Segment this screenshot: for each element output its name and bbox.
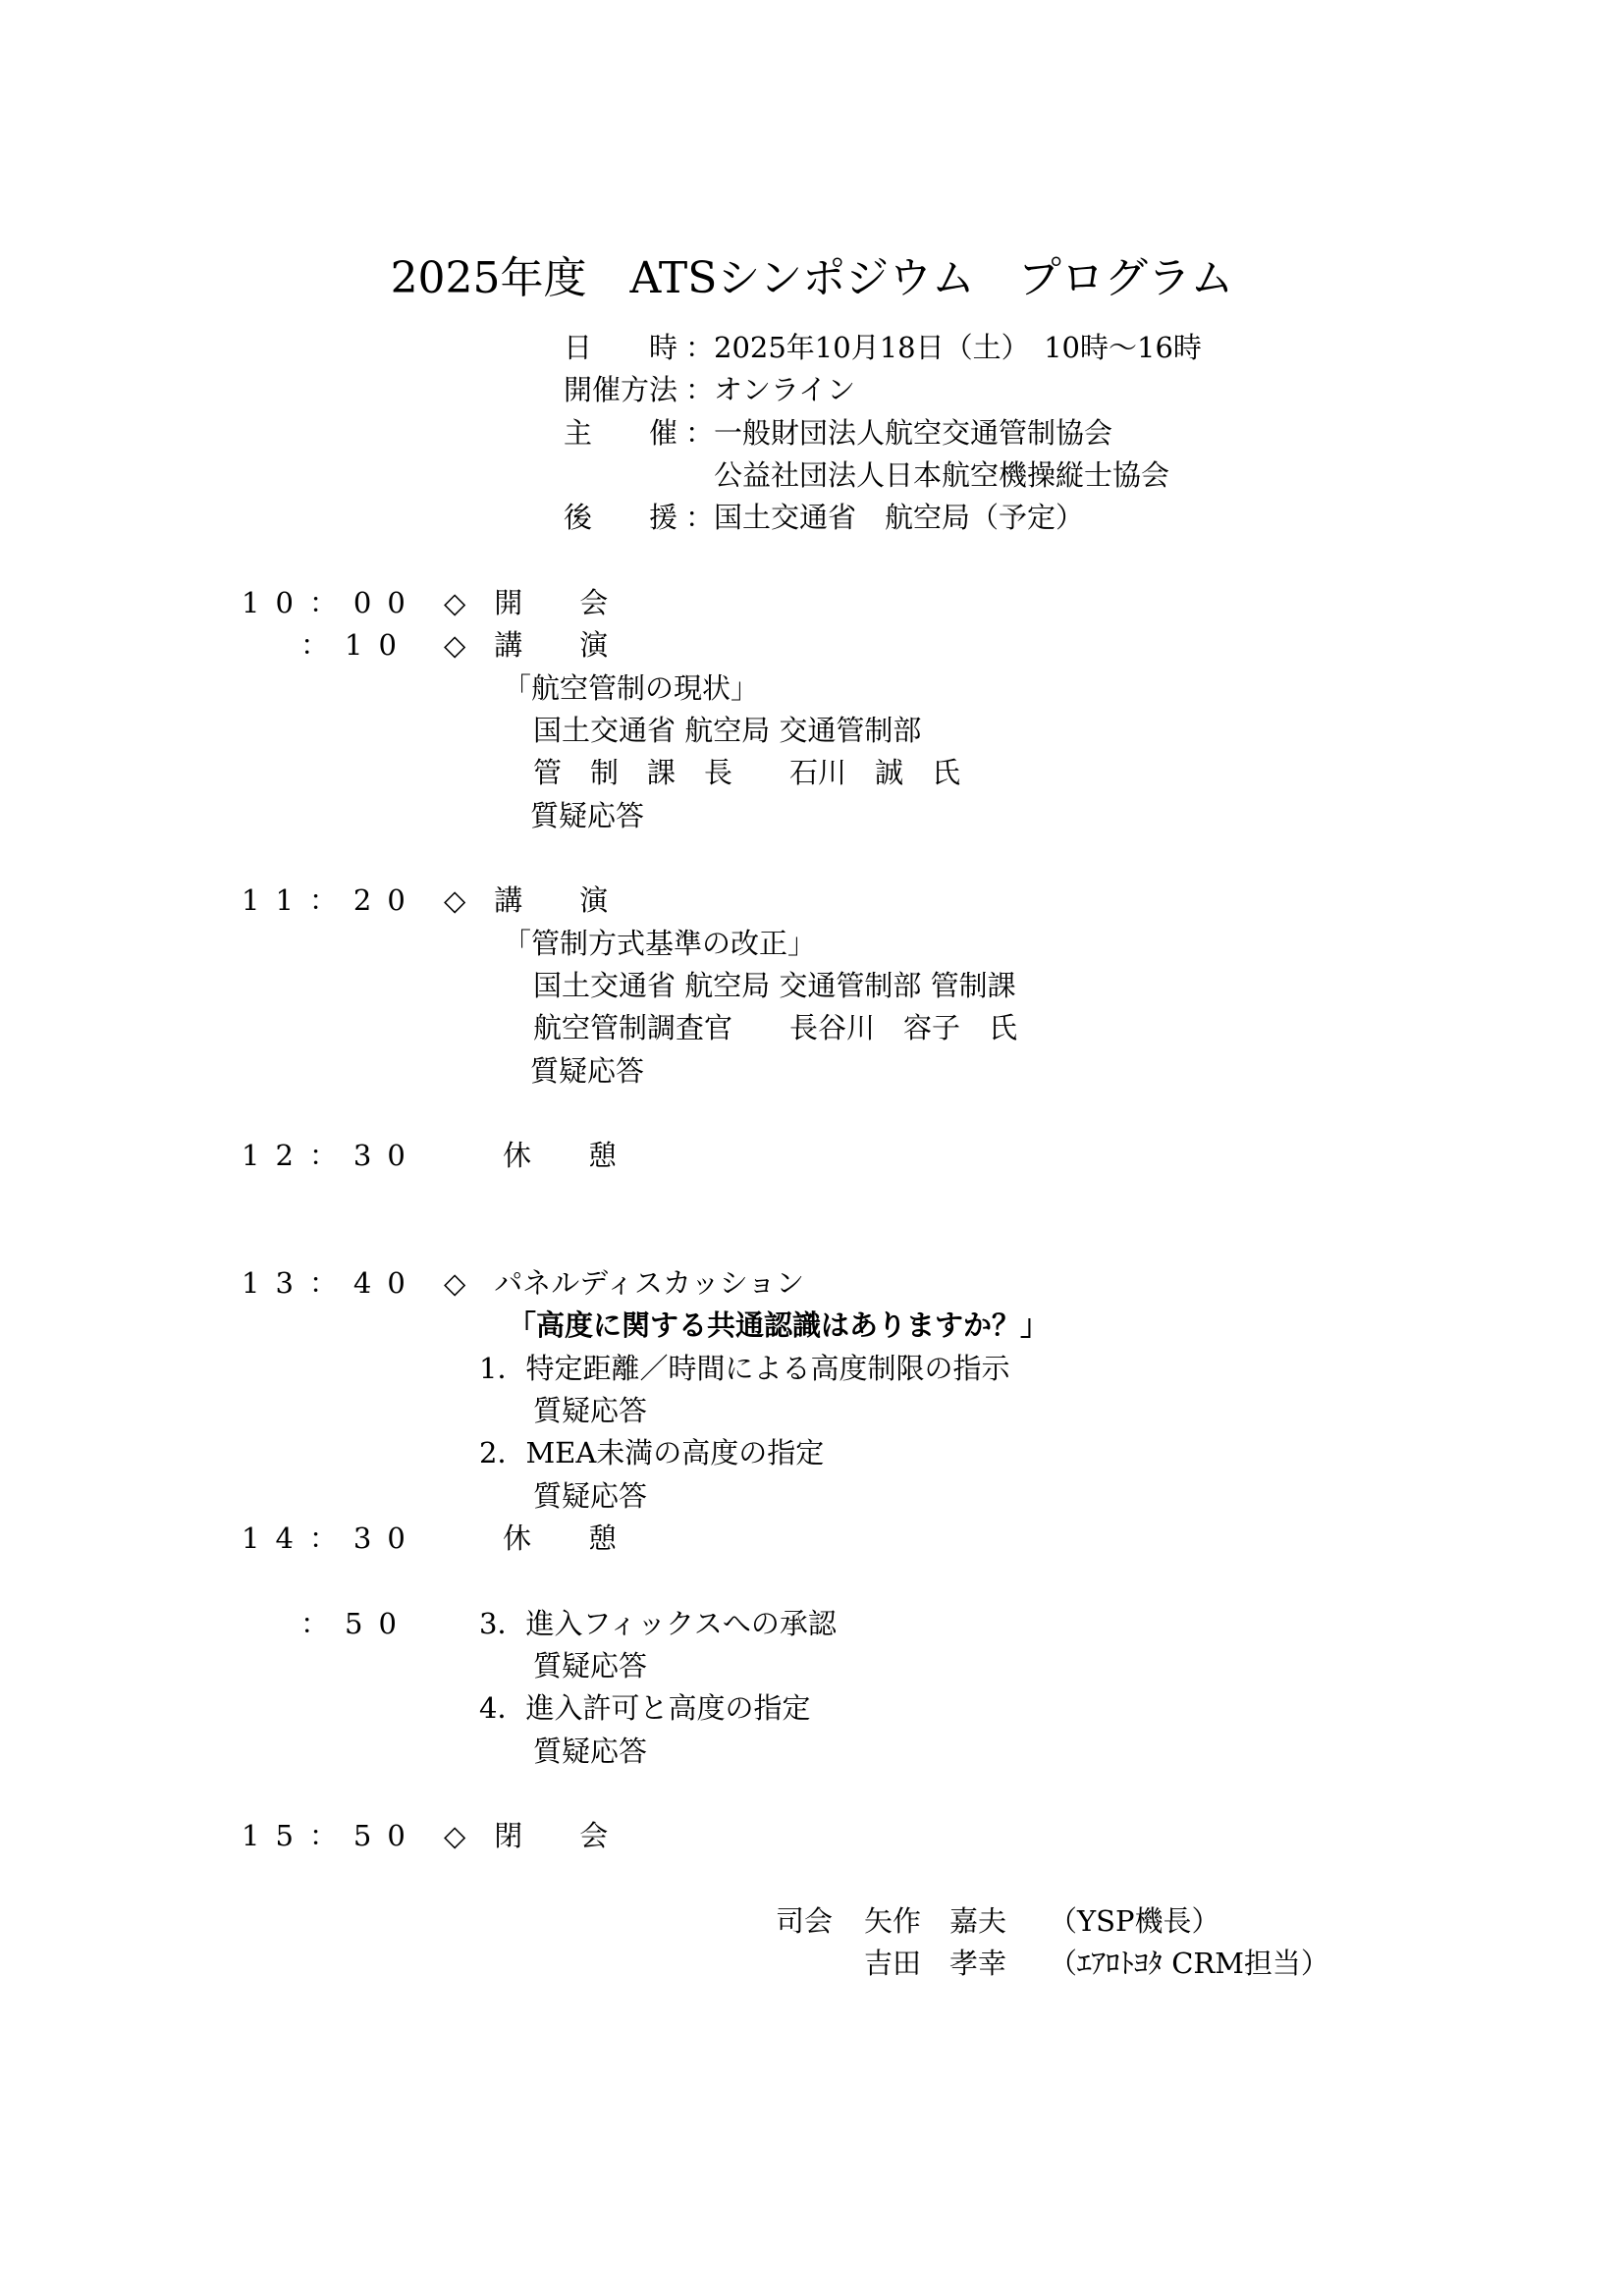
closing: ◇ 閉 会 [444, 1819, 609, 1852]
panel-item-2: 2．MEA未満の高度の指定 [479, 1436, 825, 1469]
info-support-value: 国土交通省 航空局（予定） [714, 501, 1085, 534]
panel-item-2-qa: 質疑応答 [533, 1479, 648, 1513]
panel-title: 「高度に関する共通認識はありますか？」 [508, 1308, 1050, 1342]
mc-role: 司会 [776, 1904, 834, 1938]
lecture-1-qa: 質疑応答 [530, 799, 645, 832]
mc-name-1: 矢作 嘉夫 [864, 1904, 1007, 1938]
panel-item-1-qa: 質疑応答 [533, 1394, 648, 1427]
panel-item-3: 3．進入フィックスへの承認 [479, 1607, 837, 1640]
info-support-sep: ： [685, 501, 715, 534]
info-method-label: 開催方法 [564, 373, 678, 406]
panel-item-3-qa: 質疑応答 [533, 1649, 648, 1682]
panel-item-4: 4．進入許可と高度の指定 [479, 1691, 811, 1725]
info-host-value-2: 公益社団法人日本航空機操縦士協会 [714, 458, 1170, 492]
lecture-2-heading: ◇ 講 演 [444, 883, 609, 917]
info-host-label: 主 催 [564, 416, 678, 450]
lecture-2-speaker: 航空管制調査官 長谷川 容子 氏 [533, 1011, 1018, 1044]
mc-affiliation-1: （YSP機長） [1049, 1904, 1220, 1938]
time-1430: 14：30 [242, 1522, 421, 1555]
info-method-value: オンライン [714, 373, 856, 406]
info-host-sep: ： [685, 416, 715, 450]
lecture-2-qa: 質疑応答 [530, 1054, 645, 1088]
panel-heading: ◇ パネルディスカッション [444, 1266, 805, 1300]
time-010: ：10 [300, 628, 412, 662]
info-host-value-1: 一般財団法人航空交通管制協会 [714, 416, 1113, 450]
page-title: 2025年度 ATSシンポジウム プログラム [390, 253, 1234, 303]
time-1230: 12：30 [242, 1139, 421, 1172]
info-date-sep: ： [685, 331, 715, 364]
break-1: 休 憩 [503, 1139, 618, 1172]
time-1000: 10：00 [242, 586, 421, 619]
time-1340: 13：40 [242, 1266, 421, 1300]
lecture-1-heading: ◇ 講 演 [444, 628, 609, 662]
opening: ◇ 開 会 [444, 586, 609, 619]
info-support-label: 後 援 [564, 501, 678, 534]
info-date-label: 日 時 [564, 331, 678, 364]
time-1550: 15：50 [242, 1819, 421, 1852]
lecture-1-title: 「航空管制の現状」 [503, 671, 760, 705]
break-2: 休 憩 [503, 1522, 618, 1555]
lecture-1-speaker: 管 制 課 長 石川 誠 氏 [533, 756, 961, 789]
lecture-2-title: 「管制方式基準の改正」 [503, 927, 817, 960]
info-date-value: 2025年10月18日（土） 10時〜16時 [714, 331, 1202, 364]
panel-item-4-qa: 質疑応答 [533, 1735, 648, 1768]
time-050: ：50 [300, 1607, 412, 1640]
lecture-1-org: 国土交通省 航空局 交通管制部 [533, 714, 922, 747]
mc-name-2: 吉田 孝幸 [864, 1947, 1007, 1980]
lecture-2-org: 国土交通省 航空局 交通管制部 管制課 [533, 969, 1016, 1002]
panel-item-1: 1．特定距離／時間による高度制限の指示 [479, 1352, 1010, 1385]
info-method-sep: ： [685, 373, 715, 406]
time-1120: 11：20 [242, 883, 421, 917]
mc-affiliation-2: （ｴｱﾛﾄﾖﾀ CRM担当） [1049, 1947, 1329, 1980]
